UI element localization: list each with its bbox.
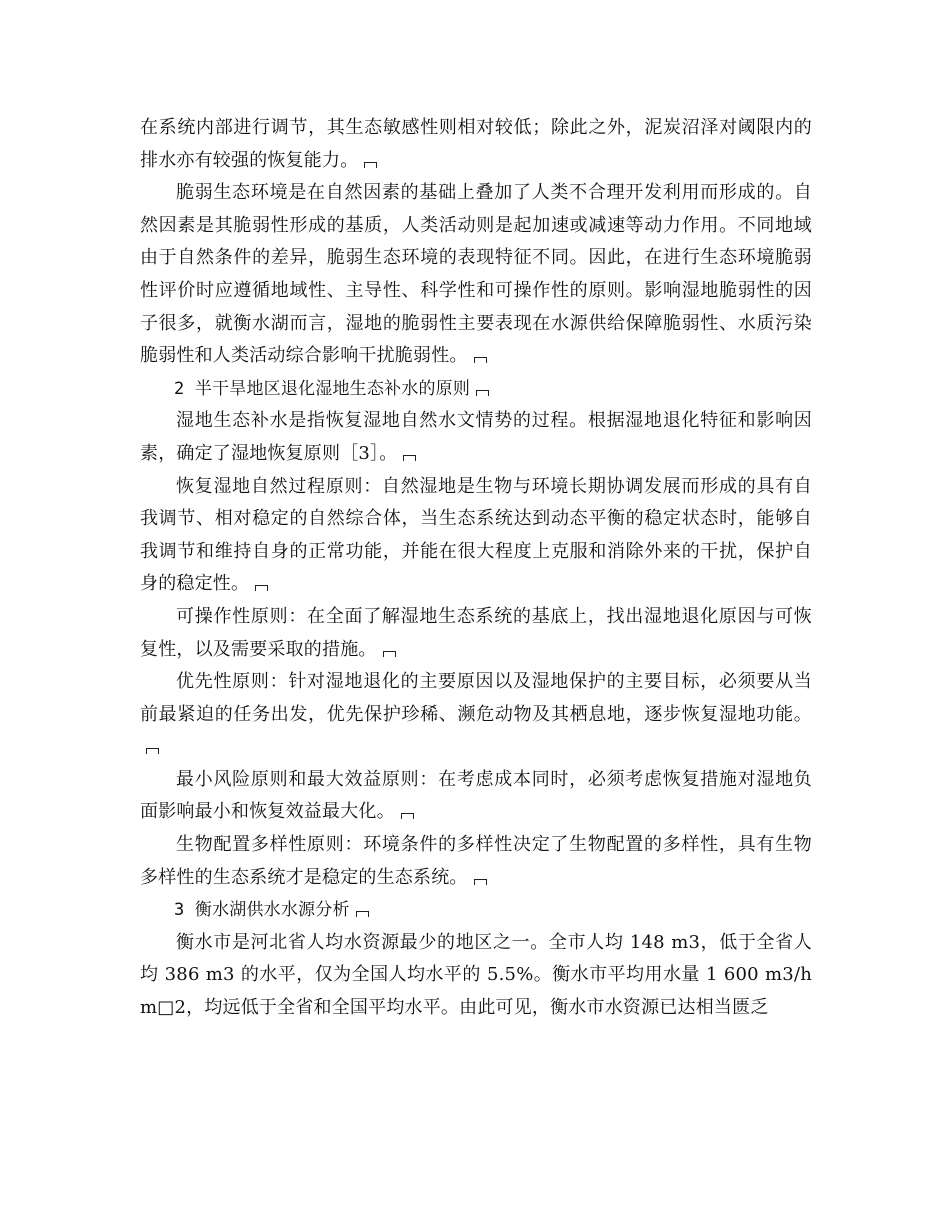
paragraph-mark-icon: [474, 879, 487, 885]
paragraph-mark-icon: [255, 585, 268, 591]
paragraph-mark-icon: [383, 651, 396, 657]
paragraph-diversity-principle: 生物配置多样性原则：环境条件的多样性决定了生物配置的多样性，具有生物多样性的生态系统才是稳定的生态系统。: [140, 834, 812, 888]
paragraph-hengshui-water-resources: 衡水市是河北省人均水资源最少的地区之一。全市人均 148 m3，低于全省人均 386 m3 的水平，仅为全国人均水平的 5.5%。衡水市平均用水量 1 600 m3/hm□2，均远低于全省和全国平均水平。由此可见，衡水市水资源已达相当匮乏: [140, 931, 812, 1019]
paragraph-water-supplement: 湿地生态补水是指恢复湿地自然水文情势的过程。根据湿地退化特征和影响因素，确定了湿地恢复原则［3］。: [140, 410, 812, 464]
paragraph-mark-icon: [474, 357, 487, 363]
paragraph-mark-icon: [476, 390, 489, 396]
paragraph-operability-principle: 可操作性原则：在全面了解湿地生态系统的基底上，找出湿地退化原因与可恢复性，以及需要采取的措施。: [140, 605, 812, 660]
paragraph-mark-icon: [364, 162, 377, 168]
paragraph-mark-icon: [403, 455, 416, 461]
paragraph-continuation: 在系统内部进行调节，其生态敏感性则相对较低；除此之外，泥炭沼泽对阈限内的排水亦有较强的恢复能力。: [140, 117, 812, 171]
document-body: [140, 112, 812, 1025]
paragraph-mark-icon: [146, 748, 159, 754]
paragraph-fragile-environment: 脆弱生态环境是在自然因素的基础上叠加了人类不合理开发利用而形成的。自然因素是其脆弱性形成的基质，人类活动则是起加速或减速等动力作用。不同地域由于自然条件的差异，脆弱生态环境的表现特征不同。因此，在进行生态环境脆弱性评价时应遵循地域性、主导性、科学性和可操作性的原则。影响湿地脆弱性的因子很多，就衡水湖而言，湿地的脆弱性主要表现在水源供给保障脆弱性、水质污染脆弱性和人类活动综合影响干扰脆弱性。: [140, 182, 812, 367]
paragraph-mark-icon: [401, 813, 414, 819]
paragraph-natural-process-principle: 恢复湿地自然过程原则：自然湿地是生物与环境长期协调发展而形成的具有自我调节、相对稳定的自然综合体，当生态系统达到动态平衡的稳定状态时，能够自我调节和维持自身的正常功能，并能在很大程度上克服和消除外来的干扰，保护自身的稳定性。: [140, 475, 812, 595]
paragraph-risk-benefit-principle: 最小风险原则和最大效益原则：在考虑成本同时，必须考虑恢复措施对湿地负面影响最小和恢复效益最大化。: [140, 768, 812, 823]
section-heading-3: 3 衡水湖供水水源分析: [140, 894, 812, 927]
paragraph-mark-icon: [356, 911, 369, 917]
section-heading-2: 2 半干旱地区退化湿地生态补水的原则: [140, 373, 812, 406]
paragraph-priority-principle: 优先性原则：针对湿地退化的主要原因以及湿地保护的主要目标，必须要从当前最紧迫的任务出发，优先保护珍稀、濒危动物及其栖息地，逐步恢复湿地功能。: [140, 666, 812, 764]
